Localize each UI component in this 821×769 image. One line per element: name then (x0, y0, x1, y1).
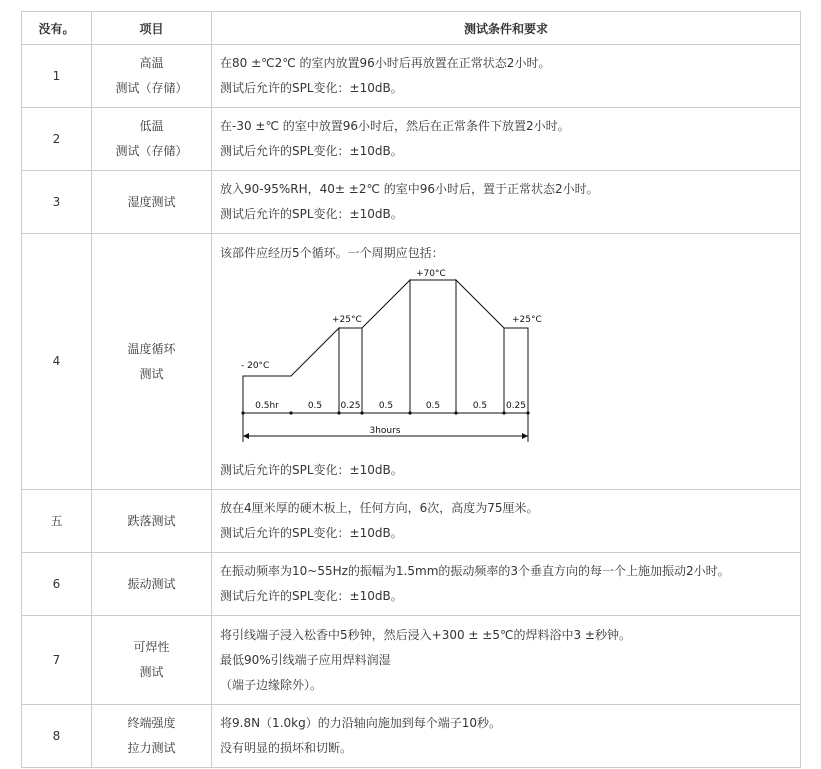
row-conditions (212, 553, 801, 616)
row-conditions (212, 45, 801, 108)
row-number: 1 (22, 45, 92, 108)
temperature-cycle-diagram (236, 268, 556, 458)
duration-label: 0.5 (307, 400, 323, 411)
temp-label-mid-left: +25°C (332, 314, 362, 325)
item-line: 测试 (139, 665, 164, 679)
condition-line: 测试后允许的SPL变化：±10dB。 (220, 144, 403, 158)
condition-line: 测试后允许的SPL变化：±10dB。 (220, 81, 403, 95)
item-line: 低温 (139, 119, 164, 133)
row-item (92, 108, 212, 171)
condition-line: 该部件应经历5个循环。一个周期应包括： (220, 245, 444, 260)
table-row (22, 45, 801, 108)
table-row (22, 490, 801, 553)
row-conditions (212, 234, 801, 490)
item-line: 测试 (139, 366, 164, 381)
duration-label: 0.5 (378, 400, 394, 411)
condition-line: 将9.8N（1.0kg）的力沿轴向施加到每个端子10秒。 (220, 716, 501, 730)
row-conditions (212, 490, 801, 553)
condition-line: 在80 ±℃2℃ 的室内放置96小时后再放置在正常状态2小时。 (220, 56, 551, 70)
cycle-profile (243, 280, 528, 442)
item-line: 温度循环 (127, 341, 176, 356)
row-conditions (212, 705, 801, 768)
duration-label: 0.25 (505, 400, 527, 411)
row-item (92, 490, 212, 553)
temperature-profile-line (243, 280, 528, 413)
table-header-row (22, 12, 801, 45)
row-item (92, 45, 212, 108)
duration-label: 0.25 (340, 400, 361, 411)
table-row (22, 705, 801, 768)
condition-line: （端子边缘除外）。 (220, 677, 323, 692)
item-line: 振动测试 (127, 576, 176, 591)
total-duration-label: 3hours (369, 425, 401, 436)
row-number: 2 (22, 108, 92, 171)
table-row (22, 171, 801, 234)
duration-label: 0.5 (425, 400, 441, 411)
item-line: 高温 (139, 56, 164, 70)
temp-label-low: - 20°C (241, 360, 270, 371)
row-number: 6 (22, 553, 92, 616)
condition-line: 放在4厘米厚的硬木板上，任何方向，6次，高度为75厘米。 (220, 501, 539, 515)
temp-label-mid-right: +25°C (512, 314, 542, 325)
row-conditions (212, 616, 801, 705)
test-conditions-table (21, 11, 801, 768)
condition-line: 在-30 ±℃ 的室中放置96小时后，然后在正常条件下放置2小时。 (220, 119, 570, 133)
condition-line: 测试后允许的SPL变化：±10dB。 (220, 207, 403, 221)
condition-line: 将引线端子浸入松香中5秒钟，然后浸入+300 ± ±5℃的焊料浴中3 ±秒钟。 (220, 627, 631, 642)
row-item (92, 705, 212, 768)
header-conditions: 测试条件和要求 (212, 12, 801, 45)
temp-label-high: +70°C (416, 268, 446, 279)
row-item (92, 234, 212, 490)
row-number: 五 (22, 490, 92, 553)
row-item (92, 616, 212, 705)
table-row (22, 108, 801, 171)
table-row (22, 234, 801, 490)
header-no: 没有。 (22, 12, 92, 45)
condition-line: 最低90%引线端子应用焊料润湿 (220, 652, 391, 667)
condition-line: 没有明显的损坏和切断。 (220, 741, 353, 755)
row-number: 4 (22, 234, 92, 490)
item-line: 测试（存储） (115, 81, 188, 95)
row-number: 3 (22, 171, 92, 234)
item-line: 可焊性 (133, 640, 170, 654)
item-line: 测试（存储） (115, 144, 188, 158)
table-row (22, 616, 801, 705)
table-row (22, 553, 801, 616)
condition-line: 在振动频率为10~55Hz的振幅为1.5mm的振动频率的3个垂直方向的每一个上施加振动2小时。 (220, 564, 730, 578)
row-conditions (212, 171, 801, 234)
duration-label: 0.5hr (255, 400, 279, 411)
item-line: 跌落测试 (127, 513, 176, 528)
condition-line: 测试后允许的SPL变化：±10dB。 (220, 462, 403, 477)
condition-line: 测试后允许的SPL变化：±10dB。 (220, 589, 403, 603)
row-number: 7 (22, 616, 92, 705)
condition-line: 放入90-95%RH，40± ±2℃ 的室中96小时后，置于正常状态2小时。 (220, 182, 599, 196)
item-line: 拉力测试 (127, 741, 176, 755)
item-line: 湿度测试 (127, 194, 176, 209)
row-number: 8 (22, 705, 92, 768)
duration-label: 0.5 (472, 400, 488, 411)
item-line: 终端强度 (127, 716, 176, 730)
row-item (92, 171, 212, 234)
condition-line: 测试后允许的SPL变化：±10dB。 (220, 526, 403, 540)
row-conditions (212, 108, 801, 171)
header-item: 项目 (92, 12, 212, 45)
row-item (92, 553, 212, 616)
